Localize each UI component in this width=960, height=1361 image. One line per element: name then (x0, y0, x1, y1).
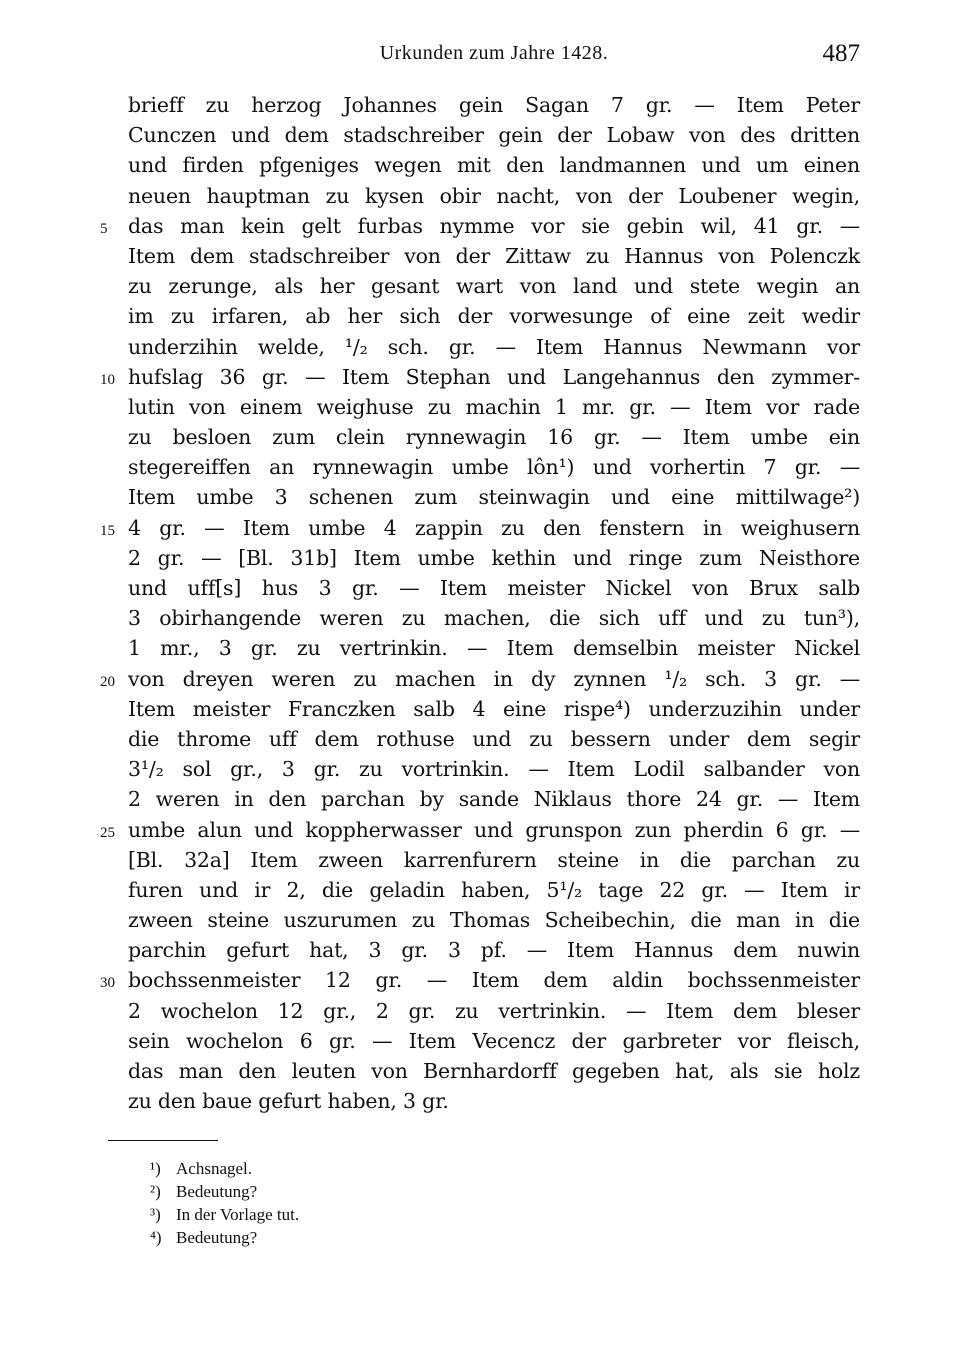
line-text: Item dem stadschreiber von der Zittaw zu Hannus von Polenczk (128, 243, 860, 268)
line-text: lutin von einem weighuse zu machin 1 mr. gr. — Item vor rade (128, 394, 860, 419)
line-text: neuen hauptman zu kysen obir nacht, von der Loubener wegin, (128, 183, 860, 208)
text-line (0, 1086, 960, 1116)
line-text: parchin gefurt hat, 3 gr. 3 pf. — Item Hannus dem nuwin (128, 938, 860, 963)
line-text: Item meister Franczken salb 4 eine rispe⁴) underzuzihin under (128, 696, 860, 721)
line-text: Item umbe 3 schenen zum steinwagin und eine mittilwage²) (128, 485, 860, 510)
line-text: im zu irfaren, ab her sich der vorwesunge of eine zeit wedir (128, 304, 860, 329)
text-line (0, 332, 960, 362)
footnote-mark: ³) (150, 1205, 161, 1224)
line-text: und firden pfgeniges wegen mit den landmannen und um einen (128, 153, 860, 178)
footnote-text: Bedeutung? (176, 1228, 258, 1247)
text-line (0, 271, 960, 301)
text-line (0, 996, 960, 1026)
line-text: stegereiffen an rynnewagin umbe lôn¹) und vorhertin 7 gr. — (128, 455, 860, 480)
line-number: 10 (100, 371, 115, 388)
line-text: hufslag 36 gr. — Item Stephan und Langehannus den zymmer- (128, 364, 860, 389)
line-number: 20 (100, 673, 115, 690)
footnote-mark: ⁴) (150, 1228, 162, 1247)
footnote (150, 1227, 650, 1250)
text-line (0, 633, 960, 663)
line-text: 4 gr. — Item umbe 4 zappin zu den fenstern in weighusern (128, 515, 860, 540)
text-line (0, 573, 960, 603)
text-line (0, 422, 960, 452)
line-text: und uff[s] hus 3 gr. — Item meister Nickel von Brux salb (128, 576, 860, 600)
page-header (128, 40, 860, 80)
text-line (0, 211, 960, 241)
text-line (0, 120, 960, 150)
text-line (0, 1026, 960, 1056)
text-line (0, 845, 960, 875)
footnote (150, 1181, 650, 1204)
text-line (0, 784, 960, 814)
text-line (0, 1056, 960, 1086)
footnote-mark: ²) (150, 1182, 161, 1201)
body-text (0, 90, 960, 1116)
line-text: das man den leuten von Bernhardorff gegeben hat, als sie holz (128, 1059, 860, 1083)
footnote (150, 1204, 650, 1227)
text-line (0, 362, 960, 392)
line-number: 5 (100, 220, 108, 237)
line-number: 30 (100, 975, 115, 992)
footnote-text: Achsnagel. (176, 1159, 253, 1178)
line-text: sein wochelon 6 gr. — Item Vecencz der garbreter vor fleisch, (128, 1028, 860, 1053)
line-text: zween steine uszurumen zu Thomas Scheibechin, die man in die (128, 908, 860, 933)
footnotes (150, 1158, 650, 1250)
line-text: underzihin welde, ¹/₂ sch. gr. — Item Hannus Newmann vor (128, 334, 860, 359)
text-line (0, 301, 960, 331)
line-text: Cunczen und dem stadschreiber gein der Lobaw von des dritten (128, 123, 860, 148)
footnote-text: In der Vorlage tut. (176, 1205, 300, 1224)
line-text: 2 weren in den parchan by sande Niklaus thore 24 gr. — Item (128, 787, 860, 812)
line-text: 1 mr., 3 gr. zu vertrinkin. — Item demselbin meister Nickel (128, 636, 860, 661)
footnote-text: Bedeutung? (176, 1182, 258, 1201)
footnote (150, 1158, 650, 1181)
line-text: das man kein gelt furbas nymme vor sie gebin wil, 41 gr. — (128, 213, 860, 238)
line-text: zu zerunge, als her gesant wart von land und stete wegin an (128, 274, 860, 299)
footnote-mark: ¹) (150, 1159, 161, 1178)
line-number: 15 (100, 522, 115, 539)
line-text: [Bl. 32a] Item zween karrenfurern steine in die parchan zu (128, 847, 860, 872)
line-text: zu besloen zum clein rynnewagin 16 gr. — Item umbe ein (128, 425, 860, 450)
text-line (0, 181, 960, 211)
line-text: zu den baue gefurt haben, 3 gr. (128, 1089, 449, 1114)
line-text: 3 obirhangende weren zu machen, die sich uff und zu tun³), (128, 606, 860, 631)
text-line (0, 694, 960, 724)
line-text: umbe alun und koppherwasser und grunspon zun pherdin 6 gr. — (128, 817, 860, 842)
text-line (0, 392, 960, 422)
line-text: 2 gr. — [Bl. 31b] Item umbe kethin und ringe zum Neisthore (128, 545, 860, 570)
text-line (0, 724, 960, 754)
line-text: 3¹/₂ sol gr., 3 gr. zu vortrinkin. — Item Lodil salbander von (128, 757, 860, 782)
footnote-divider (108, 1140, 218, 1141)
text-line (0, 815, 960, 845)
running-head: Urkunden zum Jahre 1428. (379, 42, 609, 64)
text-line (0, 452, 960, 482)
text-line (0, 543, 960, 573)
line-text: 2 wochelon 12 gr., 2 gr. zu vertrinkin. — Item dem bleser (128, 998, 860, 1023)
text-line (0, 603, 960, 633)
page-number: 487 (822, 40, 860, 67)
text-line (0, 664, 960, 694)
text-line (0, 754, 960, 784)
line-text: von dreyen weren zu machen in dy zynnen ¹/₂ sch. 3 gr. — (128, 666, 860, 691)
line-text: bochssenmeister 12 gr. — Item dem aldin bochssenmeister (128, 968, 860, 993)
text-line (0, 513, 960, 543)
line-number: 25 (100, 824, 115, 841)
line-text: brieff zu herzog Johannes gein Sagan 7 gr. — Item Peter (128, 93, 860, 117)
text-line (0, 90, 960, 120)
line-text: furen und ir 2, die geladin haben, 5¹/₂ tage 22 gr. — Item ir (128, 877, 860, 902)
text-line (0, 875, 960, 905)
line-text: die throme uff dem rothuse und zu bessern under dem segir (128, 726, 860, 751)
text-line (0, 935, 960, 965)
text-line (0, 241, 960, 271)
text-line (0, 965, 960, 995)
text-line (0, 905, 960, 935)
text-line (0, 150, 960, 180)
text-line (0, 482, 960, 512)
